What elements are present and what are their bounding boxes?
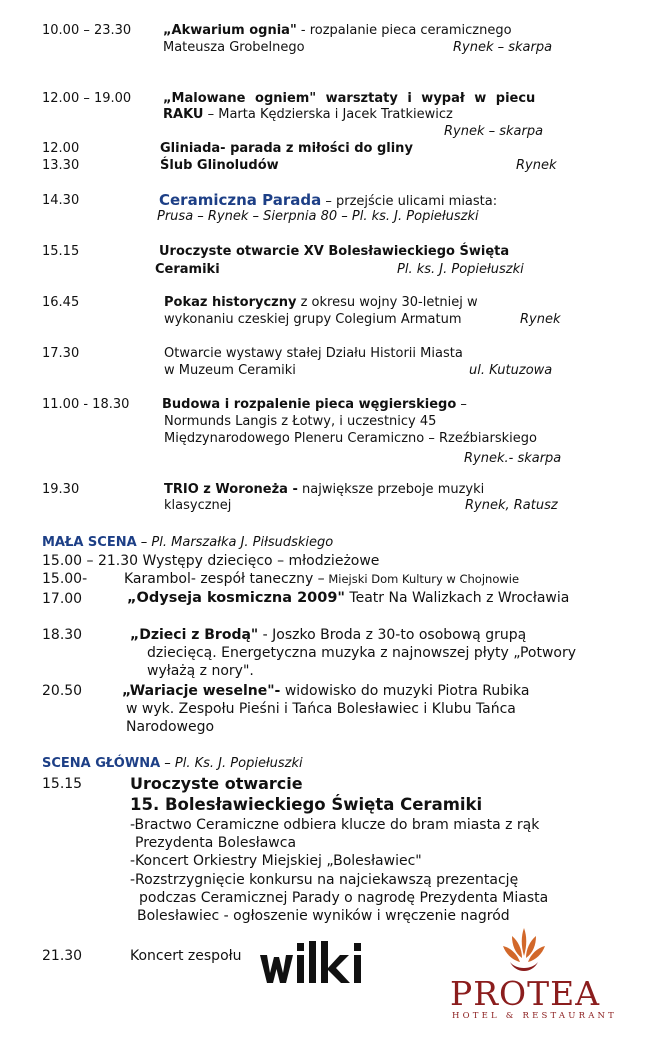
event-3: Gliniada- parada z miłości do gliny	[160, 141, 413, 156]
glowna-time: 15.15	[42, 776, 83, 792]
time-8: 17.30	[42, 346, 80, 361]
time-10: 19.30	[42, 482, 80, 497]
event-4-place: Rynek	[516, 158, 557, 173]
scena-glowna-heading: SCENA GŁÓWNA – Pl. Ks. J. Popiełuszki	[42, 756, 303, 771]
time-4: 13.30	[42, 158, 80, 173]
glowna-line-1: -Bractwo Ceramiczne odbiera klucze do bram miasta z rąk	[130, 817, 540, 833]
glowna-title-2: 15. Bolesławieckiego Święta Ceramiki	[130, 795, 483, 814]
event-9-place: Rynek.- skarpa	[464, 451, 562, 466]
mala-item-4-line2: dziecięcą. Energetyczna muzyka z najnowszej płyty „Potwory	[147, 645, 577, 661]
mala-item-4-line3: wyłażą z nory".	[147, 663, 254, 679]
glowna-line-2: Prezydenta Bolesławca	[135, 835, 297, 851]
event-8-line2: w Muzeum Ceramiki	[164, 363, 296, 378]
event-10-line2: klasycznej	[164, 498, 232, 513]
event-4: Ślub Glinoludów	[160, 158, 279, 173]
mala-item-3-time: 17.00	[42, 591, 83, 607]
time-9: 11.00 - 18.30	[42, 397, 130, 412]
time-5: 14.30	[42, 193, 80, 208]
event-9-line3: Międzynarodowego Pleneru Ceramiczno – Rzeźbiarskiego	[164, 431, 537, 446]
mala-item-5-line3: Narodowego	[126, 719, 215, 735]
time-6: 15.15	[42, 244, 80, 259]
event-10: TRIO z Woroneża - największe przeboje muzyki	[164, 482, 485, 497]
time-7: 16.45	[42, 295, 80, 310]
time-2: 12.00 – 19.00	[42, 91, 132, 106]
event-1-line2: Mateusza Grobelnego	[163, 40, 305, 55]
event-6-line2: Ceramiki	[155, 262, 220, 277]
mala-item-3: „Odyseja kosmiczna 2009" Teatr Na Walizkach z Wrocławia	[127, 590, 570, 606]
glowna-line-6: Bolesławiec - ogłoszenie wyników i wręczenie nagród	[137, 908, 510, 924]
wilki-logo	[258, 939, 374, 985]
protea-logo-subtitle: HOTEL & RESTAURANT	[452, 1011, 618, 1021]
mala-item-2-time: 15.00-	[42, 571, 88, 587]
glowna-line-5: podczas Ceramicznej Parady o nagrodę Prezydenta Miasta	[139, 890, 549, 906]
event-1-place: Rynek – skarpa	[453, 40, 553, 55]
time-3: 12.00	[42, 141, 80, 156]
event-2-place: Rynek – skarpa	[444, 124, 544, 139]
event-9: Budowa i rozpalenie pieca węgierskiego –	[162, 397, 467, 412]
mala-item-2: Karambol- zespół taneczny – Miejski Dom Kultury w Chojnowie	[124, 571, 520, 587]
event-8-place: ul. Kutuzowa	[469, 363, 553, 378]
event-10-place: Rynek, Ratusz	[465, 498, 558, 513]
protea-logo-name: PROTEA	[450, 974, 601, 1013]
glowna-line-4: -Rozstrzygnięcie konkursu na najciekawszą prezentację	[130, 872, 519, 888]
mala-item-4: „Dzieci z Brodą" - Joszko Broda z 30-to osobową grupą	[130, 627, 527, 643]
mala-item-5-time: 20.50	[42, 683, 83, 699]
glowna-line-3: -Koncert Orkiestry Miejskiej „Bolesławiec"	[130, 853, 422, 869]
concert-time: 21.30	[42, 948, 83, 964]
event-6: Uroczyste otwarcie XV Bolesławieckiego Święta	[159, 244, 510, 259]
glowna-title-1: Uroczyste otwarcie	[130, 774, 303, 793]
mala-item-4-time: 18.30	[42, 627, 83, 643]
concert-text: Koncert zespołu	[130, 948, 242, 964]
event-2: „Malowane ogniem" warsztaty i wypał w piecu	[163, 91, 536, 106]
event-7: Pokaz historyczny z okresu wojny 30-letniej w	[164, 295, 478, 310]
event-7-line2: wykonaniu czeskiej grupy Colegium Armatum	[164, 312, 462, 327]
event-5-route: Prusa – Rynek – Sierpnia 80 – Pl. ks. J. Popiełuszki	[157, 209, 479, 224]
event-8: Otwarcie wystawy stałej Działu Historii Miasta	[164, 346, 463, 361]
time-1: 10.00 – 23.30	[42, 23, 132, 38]
mala-scena-heading: MAŁA SCENA – Pl. Marszałka J. Piłsudskiego	[42, 535, 334, 550]
mala-item-1: 15.00 – 21.30 Występy dziecięco – młodzieżowe	[42, 553, 380, 569]
mala-item-5: „Wariacje weselne"- widowisko do muzyki Piotra Rubika	[122, 683, 530, 699]
event-2-line2: RAKU – Marta Kędzierska i Jacek Tratkiewicz	[163, 107, 453, 122]
event-5: Ceramiczna Parada – przejście ulicami miasta:	[159, 191, 498, 209]
event-6-place: Pl. ks. J. Popiełuszki	[397, 262, 524, 277]
protea-flower-icon	[500, 926, 548, 976]
mala-item-5-line2: w wyk. Zespołu Pieśni i Tańca Bolesławiec i Klubu Tańca	[126, 701, 516, 717]
event-9-line2: Normunds Langis z Łotwy, i uczestnicy 45	[164, 414, 437, 429]
event-1: „Akwarium ognia" - rozpalanie pieca ceramicznego	[163, 23, 512, 38]
event-7-place: Rynek	[520, 312, 561, 327]
